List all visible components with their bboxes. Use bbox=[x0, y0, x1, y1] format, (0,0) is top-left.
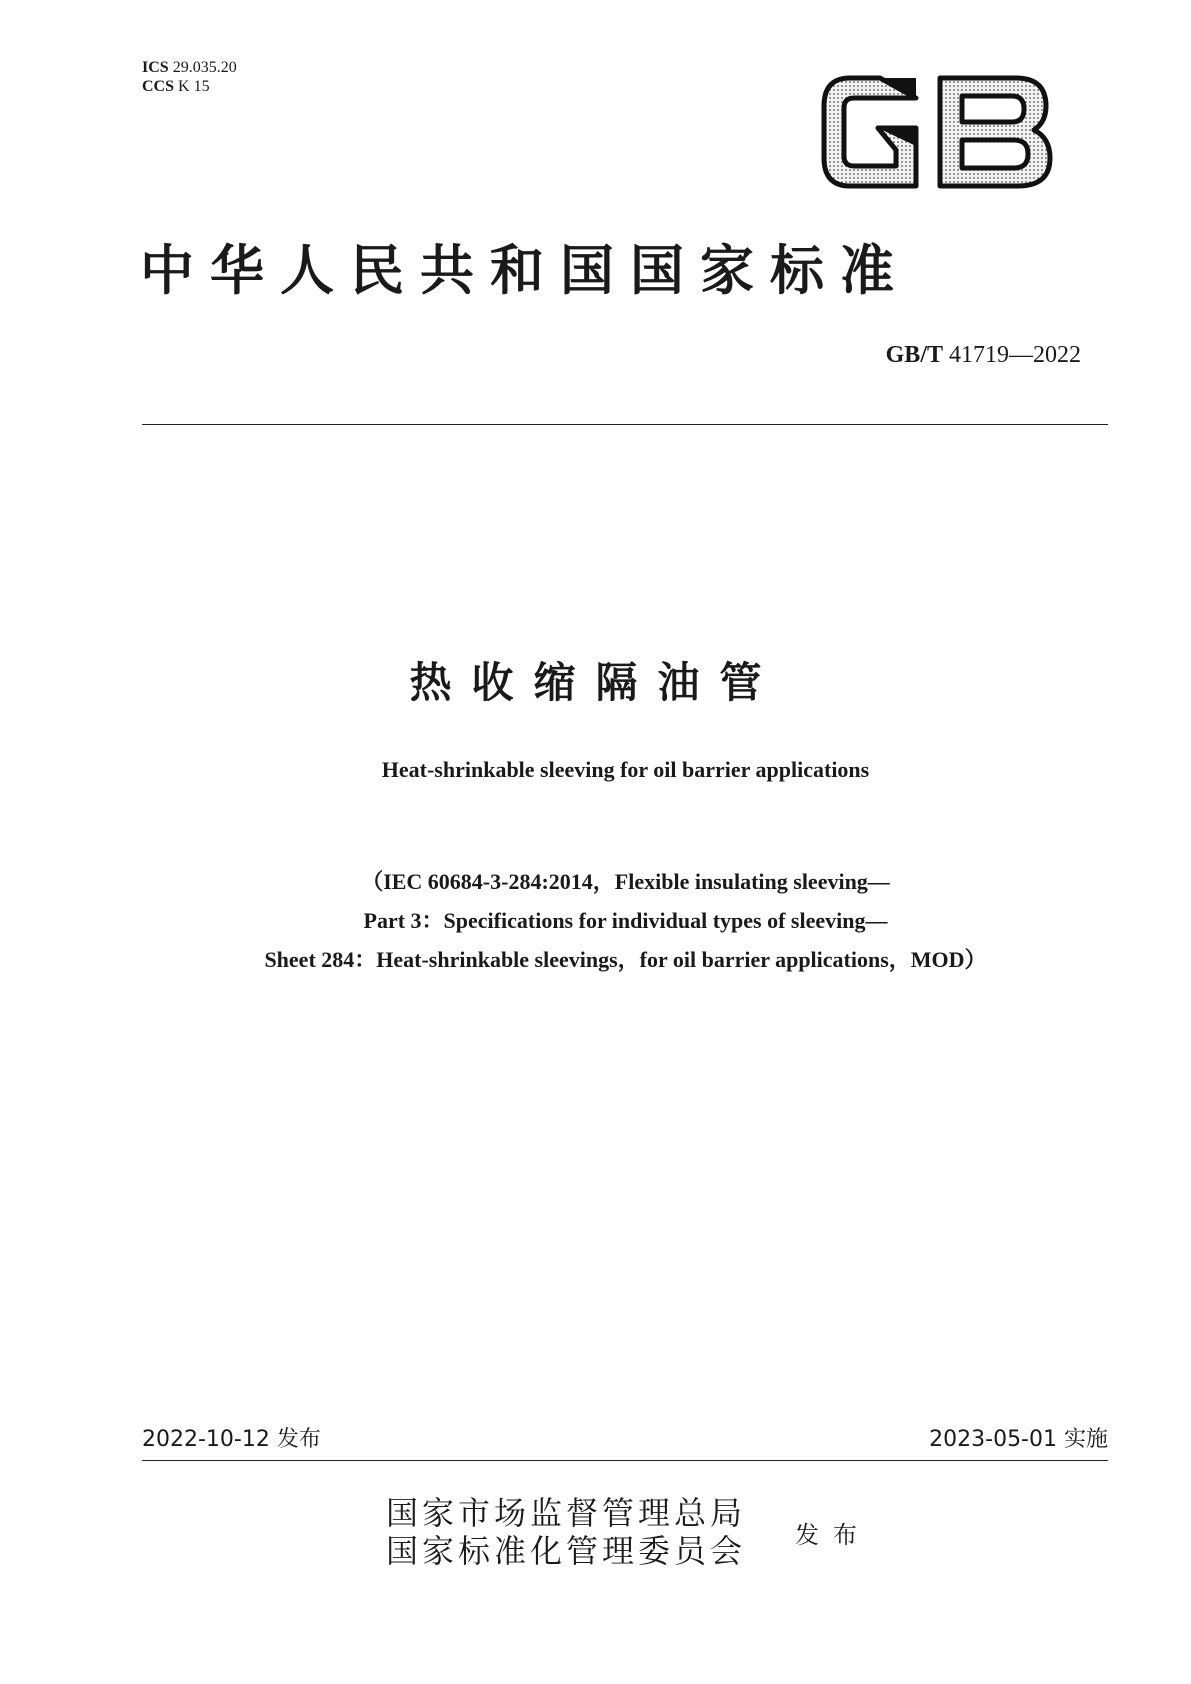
ccs-line bbox=[142, 77, 237, 96]
issuer-sac: 国家标准化管理委员会 bbox=[386, 1532, 747, 1570]
title-cn: 热收缩隔油管 bbox=[409, 658, 782, 707]
adoption-statement bbox=[0, 862, 1191, 979]
ics-line bbox=[142, 58, 237, 77]
footer-divider bbox=[142, 1460, 1108, 1461]
national-standard-title: 中华人民共和国国家标准 bbox=[140, 238, 910, 302]
classification-codes bbox=[142, 58, 237, 96]
gb-logo bbox=[820, 72, 1054, 192]
ics-code: 29.035.20 bbox=[172, 59, 237, 76]
standard-number-prefix: GB/T bbox=[885, 342, 943, 368]
implementation-date: 2023-05-01 实施 bbox=[929, 1427, 1108, 1452]
header-divider bbox=[142, 424, 1108, 425]
issuing-authorities bbox=[386, 1494, 746, 1570]
issue-date: 2022-10-12 发布 bbox=[142, 1427, 321, 1452]
issuer-samr: 国家市场监督管理总局 bbox=[386, 1494, 747, 1532]
issue-verb: 发布 bbox=[795, 1521, 871, 1549]
adoption-line-2: Part 3：Specifications for individual types of sleeving— bbox=[363, 908, 888, 933]
ccs-code: K 15 bbox=[178, 78, 210, 95]
title-en: Heat-shrinkable sleeving for oil barrier applications bbox=[381, 757, 870, 782]
adoption-line-3: Sheet 284：Heat-shrinkable sleevings，for oil barrier applications，MOD） bbox=[264, 947, 987, 972]
adoption-line-1: （IEC 60684-3-284:2014，Flexible insulating sleeving— bbox=[361, 869, 890, 894]
ccs-label: CCS bbox=[142, 78, 175, 95]
standard-number bbox=[886, 342, 1081, 369]
standard-number-value: 41719—2022 bbox=[949, 342, 1081, 368]
ics-label: ICS bbox=[142, 59, 169, 76]
